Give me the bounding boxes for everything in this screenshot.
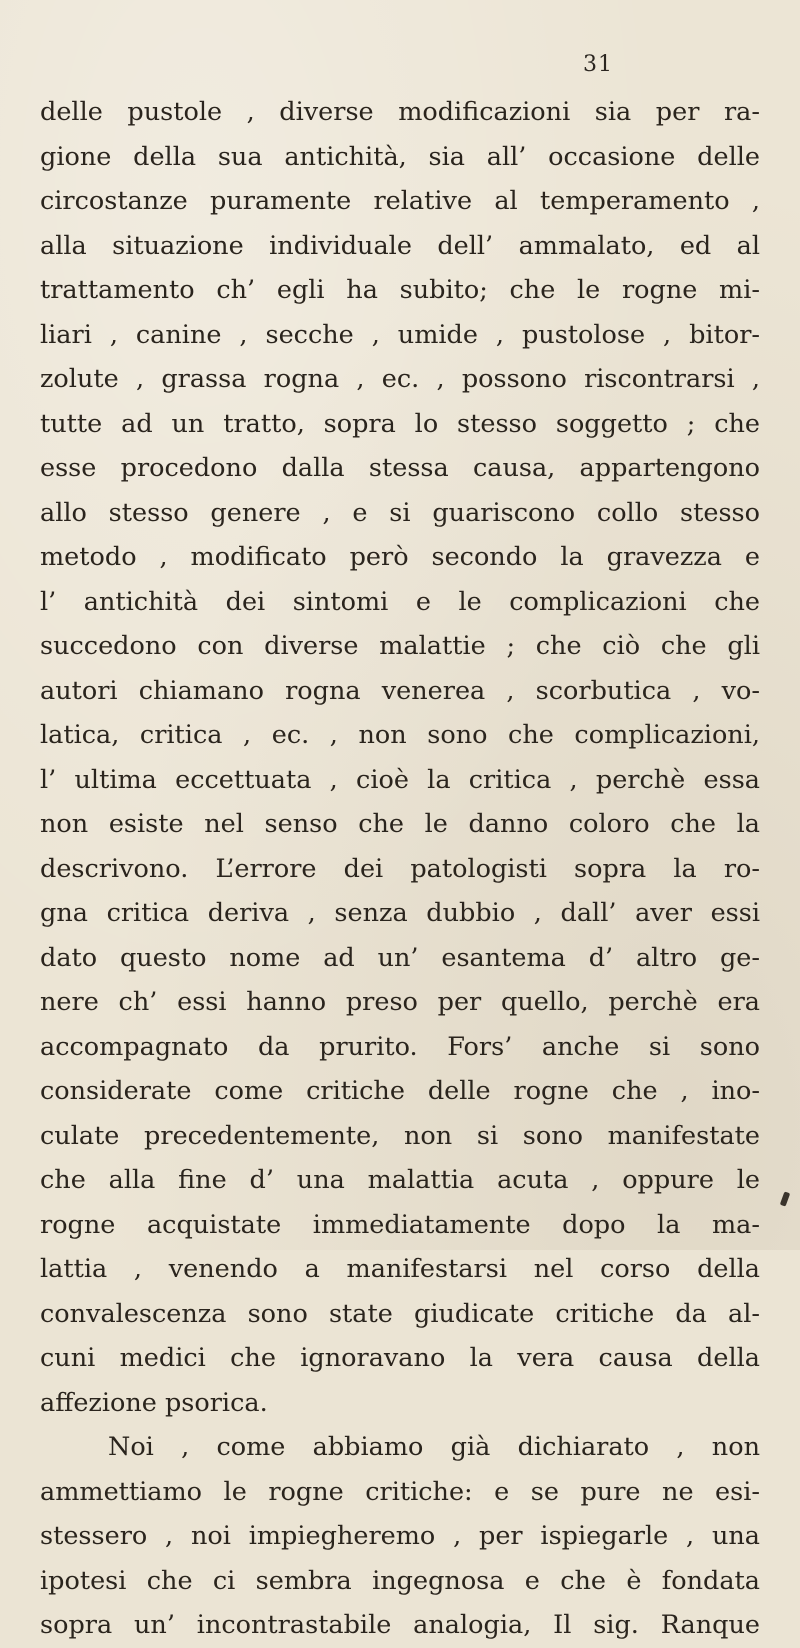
- text-line: lattia , venendo a manifestarsi nel corso della: [40, 1254, 760, 1284]
- text-line: trattamento ch’ egli ha subito; che le rogne mi-: [40, 275, 760, 305]
- text-line: esse procedono dalla stessa causa, appartengono: [40, 453, 760, 483]
- text-line: succedono con diverse malattie ; che ciò che gli: [40, 631, 760, 661]
- text-line: stessero , noi impiegheremo , per ispiegarle , una: [40, 1521, 760, 1551]
- paragraph: [40, 90, 760, 1425]
- text-line: liari , canine , secche , umide , pustolose , bitor-: [40, 319, 760, 350]
- text-line: ipotesi che ci sembra ingegnosa e che è fondata: [40, 1565, 760, 1596]
- text-line: l’ ultima eccettuata , cioè la critica , perchè essa: [40, 764, 760, 795]
- text-line: tutte ad un tratto, sopra lo stesso soggetto ; che: [40, 408, 760, 439]
- text-line: descrivono. L’errore dei patologisti sopra la ro-: [40, 853, 760, 884]
- text-line: rogne acquistate immediatamente dopo la ma-: [40, 1209, 760, 1240]
- page-number: 31: [583, 52, 613, 77]
- text-line: ammettiamo le rogne critiche: e se pure ne esi-: [40, 1476, 760, 1507]
- paragraph: [40, 1425, 760, 1648]
- text-line: gione della sua antichità, sia all’ occasione delle: [40, 141, 760, 172]
- text-line: delle pustole , diverse modificazioni sia per ra-: [40, 97, 760, 127]
- text-line: l’ antichità dei sintomi e le complicazioni che: [40, 586, 760, 617]
- text-line: Noi , come abbiamo già dichiarato , non: [108, 1432, 760, 1462]
- text-line: allo stesso genere , e si guariscono collo stesso: [40, 497, 760, 528]
- text-line: considerate come critiche delle rogne che , ino-: [40, 1076, 760, 1106]
- text-line: latica, critica , ec. , non sono che complicazioni,: [40, 720, 760, 750]
- text-line: circostanze puramente relative al temperamento ,: [40, 186, 760, 216]
- text-line: alla situazione individuale dell’ ammalato, ed al: [40, 230, 760, 261]
- text-line: cuni medici che ignoravano la vera causa della: [40, 1343, 760, 1373]
- text-line: sopra un’ incontrastabile analogia, Il sig. Ranque: [40, 1610, 760, 1640]
- text-line: nere ch’ essi hanno preso per quello, perchè era: [40, 987, 760, 1017]
- text-line: non esiste nel senso che le danno coloro che la: [40, 809, 760, 839]
- text-line: affezione psorica.: [40, 1387, 268, 1418]
- ink-mark: [780, 1191, 790, 1206]
- body-text: [40, 90, 760, 1648]
- text-line: gna critica deriva , senza dubbio , dall’ aver essi: [40, 898, 760, 928]
- text-line: convalescenza sono state giudicate critiche da al-: [40, 1298, 760, 1329]
- text-line: dato questo nome ad un’ esantema d’ altro ge-: [40, 942, 760, 973]
- text-line: autori chiamano rogna venerea , scorbutica , vo-: [40, 675, 760, 706]
- text-line: zolute , grassa rogna , ec. , possono riscontrarsi ,: [40, 364, 760, 394]
- text-line: metodo , modificato però secondo la gravezza e: [40, 542, 760, 572]
- text-line: che alla fine d’ una malattia acuta , oppure le: [40, 1165, 760, 1195]
- text-line: accompagnato da prurito. Fors’ anche si sono: [40, 1031, 760, 1062]
- text-line: culate precedentemente, non si sono manifestate: [40, 1120, 760, 1151]
